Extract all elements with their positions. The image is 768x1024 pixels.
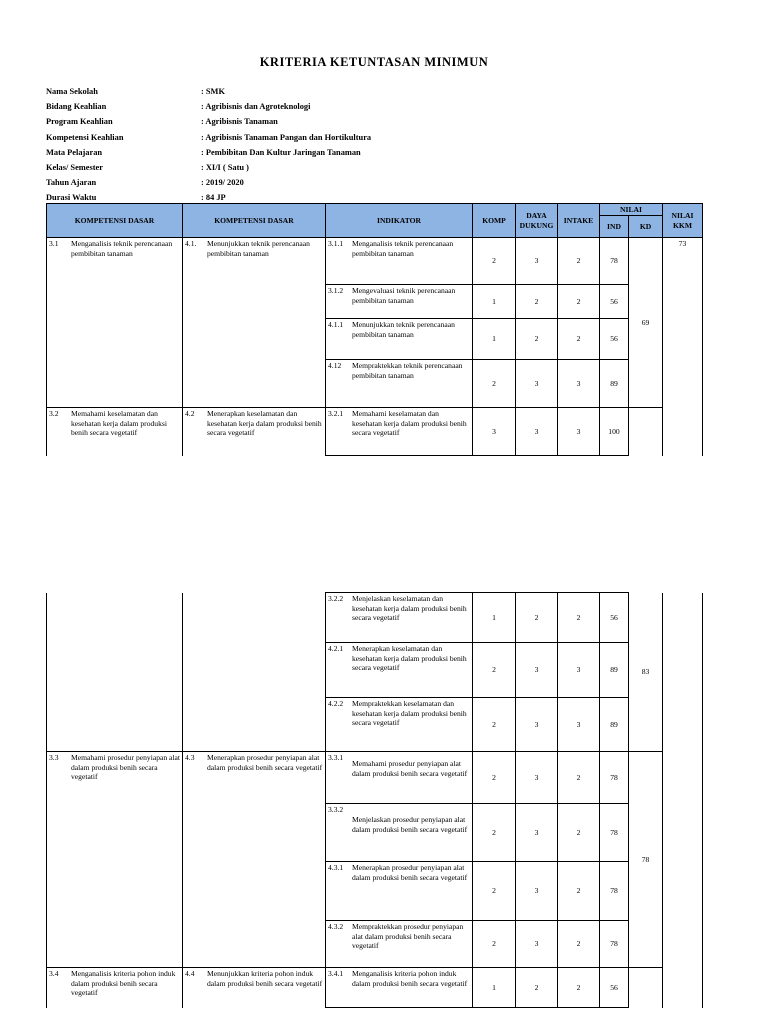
meta-value: : 2019/ 2020 bbox=[201, 178, 244, 188]
meta-value: : XI/I ( Satu ) bbox=[201, 163, 249, 173]
komp-cell: 1 bbox=[473, 968, 516, 1008]
intake-cell: 2 bbox=[558, 921, 600, 968]
intake-cell: 2 bbox=[558, 238, 600, 285]
indikator-text: Mengevaluasi teknik perencanaan pembibitan tanaman bbox=[352, 286, 456, 305]
kkm-value-cell bbox=[663, 593, 703, 1008]
kd3-cell bbox=[47, 408, 183, 456]
table-row bbox=[47, 968, 703, 1008]
kd3-text: Memahami keselamatan dan kesehatan kerja dalam produksi benih secara vegetatif bbox=[71, 409, 167, 437]
daya-cell: 3 bbox=[516, 360, 558, 408]
daya-cell: 3 bbox=[516, 238, 558, 285]
kd-value-cell: 69 bbox=[629, 238, 663, 408]
intake-cell: 2 bbox=[558, 804, 600, 862]
ind-cell: 78 bbox=[600, 921, 629, 968]
kd-value-cell: 83 bbox=[629, 593, 663, 752]
intake-cell: 2 bbox=[558, 968, 600, 1008]
kd-value-cell bbox=[629, 408, 663, 456]
kd4-cell bbox=[183, 238, 326, 408]
intake-cell: 2 bbox=[558, 752, 600, 804]
intake-cell: 3 bbox=[558, 643, 600, 698]
meta-label: Kompetensi Keahlian bbox=[46, 132, 124, 142]
indikator-text: Menerapkan prosedur penyiapan alat dalam produksi benih secara vegetatif bbox=[352, 863, 468, 882]
indikator-cell bbox=[326, 752, 473, 804]
indikator-cell bbox=[326, 921, 473, 968]
ind-cell: 89 bbox=[600, 698, 629, 752]
ind-cell: 56 bbox=[600, 968, 629, 1008]
kd4-cell bbox=[183, 408, 326, 456]
indikator-text: Memahami keselamatan dan kesehatan kerja dalam produksi benih secara vegetatif bbox=[352, 409, 467, 437]
indikator-text: Menjelaskan prosedur penyiapan alat dalam produksi benih secara vegetatif bbox=[352, 815, 468, 834]
daya-cell: 2 bbox=[516, 968, 558, 1008]
indikator-code: 4.1.1 bbox=[328, 320, 344, 329]
indikator-code: 3.2.2 bbox=[328, 594, 344, 603]
meta-label: Tahun Ajaran bbox=[46, 178, 97, 188]
intake-cell: 2 bbox=[558, 285, 600, 319]
indikator-code: 3.4.1 bbox=[328, 969, 344, 978]
kd4-cell bbox=[183, 968, 326, 1008]
intake-cell: 2 bbox=[558, 862, 600, 921]
meta-value: : 84 JP bbox=[201, 193, 226, 203]
indikator-text: Mempraktekkan teknik perencanaan pembibitan tanaman bbox=[352, 361, 463, 380]
header-nilai: NILAI bbox=[600, 204, 663, 216]
komp-cell: 3 bbox=[473, 408, 516, 456]
indikator-code: 3.3.1 bbox=[328, 753, 344, 762]
kd4-text: Menunjukkan teknik perencanaan pembibitan tanaman bbox=[207, 239, 310, 258]
indikator-cell bbox=[326, 593, 473, 643]
meta-value: : Agribisnis Tanaman bbox=[201, 117, 278, 127]
kd4-text: Menunjukkan kriteria pohon induk dalam produksi benih secara vegetatif bbox=[207, 969, 323, 988]
kkm-value-cell: 73 bbox=[663, 238, 703, 456]
meta-row bbox=[46, 145, 371, 160]
komp-cell: 2 bbox=[473, 238, 516, 285]
kd4-code: 4.2 bbox=[185, 409, 195, 418]
meta-row bbox=[46, 99, 371, 114]
indikator-text: Menganalisis kriteria pohon induk dalam produksi benih secara vegetatif bbox=[352, 969, 468, 988]
indikator-text: Mempraktekkan keselamatan dan kesehatan kerja dalam produksi benih secara vegetatif bbox=[352, 699, 467, 727]
header-intake: INTAKE bbox=[558, 204, 600, 238]
indikator-cell bbox=[326, 285, 473, 319]
ind-cell: 56 bbox=[600, 319, 629, 360]
intake-cell: 3 bbox=[558, 408, 600, 456]
indikator-cell bbox=[326, 698, 473, 752]
intake-cell: 3 bbox=[558, 698, 600, 752]
komp-cell: 2 bbox=[473, 921, 516, 968]
komp-cell: 1 bbox=[473, 319, 516, 360]
kd3-text: Memahami prosedur penyiapan alat dalam produksi benih secara vegetatif bbox=[71, 753, 181, 781]
meta-label: Mata Pelajaran bbox=[46, 147, 103, 157]
daya-cell: 2 bbox=[516, 593, 558, 643]
header-komp: KOMP bbox=[473, 204, 516, 238]
kd3-cell bbox=[47, 752, 183, 968]
kkm-table-page-1 bbox=[46, 203, 703, 456]
meta-row bbox=[46, 84, 371, 99]
intake-cell: 3 bbox=[558, 360, 600, 408]
kkm-table-page-2 bbox=[46, 592, 703, 1008]
daya-cell: 3 bbox=[516, 862, 558, 921]
indikator-text: Menerapkan keselamatan dan kesehatan kerja dalam produksi benih secara vegetatif bbox=[352, 644, 467, 672]
meta-row bbox=[46, 114, 371, 129]
ind-cell: 56 bbox=[600, 285, 629, 319]
ind-cell: 78 bbox=[600, 238, 629, 285]
kd3-code: 3.1 bbox=[49, 239, 59, 248]
ind-cell: 89 bbox=[600, 360, 629, 408]
kd4-text: Menerapkan prosedur penyiapan alat dalam produksi benih secara vegetatif bbox=[207, 753, 323, 772]
kd4-cell bbox=[183, 752, 326, 968]
ind-cell: 78 bbox=[600, 804, 629, 862]
indikator-code: 3.1.1 bbox=[328, 239, 344, 248]
meta-row bbox=[46, 175, 371, 190]
indikator-text: Menunjukkan teknik perencanaan pembibitan tanaman bbox=[352, 320, 455, 339]
meta-row bbox=[46, 160, 371, 175]
indikator-code: 3.1.2 bbox=[328, 286, 344, 295]
indikator-code: 4.2.1 bbox=[328, 644, 344, 653]
ind-cell: 56 bbox=[600, 593, 629, 643]
table-row bbox=[47, 238, 703, 285]
daya-cell: 2 bbox=[516, 285, 558, 319]
table-row bbox=[47, 593, 703, 643]
indikator-cell bbox=[326, 862, 473, 921]
intake-cell: 2 bbox=[558, 319, 600, 360]
indikator-cell bbox=[326, 643, 473, 698]
kd3-cell bbox=[47, 238, 183, 408]
indikator-cell bbox=[326, 238, 473, 285]
indikator-cell bbox=[326, 319, 473, 360]
komp-cell: 1 bbox=[473, 285, 516, 319]
komp-cell: 2 bbox=[473, 752, 516, 804]
ind-cell: 78 bbox=[600, 752, 629, 804]
indikator-code: 4.2.2 bbox=[328, 699, 344, 708]
kd3-text: Menganalisis teknik perencanaan pembibitan tanaman bbox=[71, 239, 173, 258]
daya-cell: 3 bbox=[516, 921, 558, 968]
daya-cell: 3 bbox=[516, 804, 558, 862]
table-row bbox=[47, 408, 703, 456]
header-nilai-kkm: NILAI KKM bbox=[663, 204, 703, 238]
kd-value-cell: 78 bbox=[629, 752, 663, 968]
header-kd: KD bbox=[629, 216, 663, 238]
indikator-code: 4.3.2 bbox=[328, 922, 344, 931]
daya-cell: 3 bbox=[516, 698, 558, 752]
indikator-text: Menjelaskan keselamatan dan kesehatan kerja dalam produksi benih secara vegetatif bbox=[352, 594, 467, 622]
komp-cell: 2 bbox=[473, 862, 516, 921]
indikator-cell bbox=[326, 804, 473, 862]
meta-label: Nama Sekolah bbox=[46, 87, 98, 96]
ind-cell: 78 bbox=[600, 862, 629, 921]
komp-cell: 2 bbox=[473, 643, 516, 698]
kd4-text: Menerapkan keselamatan dan kesehatan kerja dalam produksi benih secara vegetatif bbox=[207, 409, 322, 437]
indikator-text: Menganalisis teknik perencanaan pembibitan tanaman bbox=[352, 239, 454, 258]
header-kompetensi-dasar-4: KOMPETENSI DASAR bbox=[183, 204, 326, 238]
daya-cell: 3 bbox=[516, 408, 558, 456]
indikator-code: 3.2.1 bbox=[328, 409, 344, 418]
indikator-cell bbox=[326, 968, 473, 1008]
daya-cell: 2 bbox=[516, 319, 558, 360]
header-daya-dukung: DAYA DUKUNG bbox=[516, 204, 558, 238]
document-meta bbox=[46, 84, 371, 206]
kd3-cell bbox=[47, 593, 183, 752]
table-row bbox=[47, 752, 703, 804]
indikator-cell bbox=[326, 408, 473, 456]
meta-value: : Pembibitan Dan Kultur Jaringan Tanaman bbox=[201, 147, 361, 157]
indikator-code: 4.3.1 bbox=[328, 863, 344, 872]
header-indikator: INDIKATOR bbox=[326, 204, 473, 238]
kd3-code: 3.4 bbox=[49, 969, 59, 978]
ind-cell: 89 bbox=[600, 643, 629, 698]
ind-cell: 100 bbox=[600, 408, 629, 456]
meta-value: : Agribisnis Tanaman Pangan dan Hortikultura bbox=[201, 132, 372, 142]
meta-value: : SMK bbox=[201, 87, 225, 96]
header-ind: IND bbox=[600, 216, 629, 238]
komp-cell: 2 bbox=[473, 360, 516, 408]
daya-cell: 3 bbox=[516, 752, 558, 804]
komp-cell: 2 bbox=[473, 804, 516, 862]
indikator-cell bbox=[326, 360, 473, 408]
meta-label: Program Keahlian bbox=[46, 117, 113, 127]
kd3-text: Menganalisis kriteria pohon induk dalam produksi benih secara vegetatif bbox=[71, 969, 176, 997]
kd3-code: 3.3 bbox=[49, 753, 59, 762]
kd3-cell bbox=[47, 968, 183, 1008]
meta-value: : Agribisnis dan Agroteknologi bbox=[201, 102, 311, 112]
meta-label: Durasi Waktu bbox=[46, 193, 97, 203]
daya-cell: 3 bbox=[516, 643, 558, 698]
kd3-code: 3.2 bbox=[49, 409, 59, 418]
meta-label: Kelas/ Semester bbox=[46, 163, 103, 173]
kd4-code: 4.1. bbox=[185, 239, 197, 248]
komp-cell: 1 bbox=[473, 593, 516, 643]
komp-cell: 2 bbox=[473, 698, 516, 752]
indikator-code: 3.3.2 bbox=[328, 805, 344, 814]
kd-value-cell bbox=[629, 968, 663, 1008]
meta-row bbox=[46, 130, 371, 145]
document-title: KRITERIA KETUNTASAN MINIMUN bbox=[259, 55, 489, 69]
header-kompetensi-dasar-3: KOMPETENSI DASAR bbox=[47, 204, 183, 238]
kd4-code: 4.4 bbox=[185, 969, 195, 978]
intake-cell: 2 bbox=[558, 593, 600, 643]
indikator-code: 4.12 bbox=[328, 361, 342, 370]
meta-label: Bidang Keahlian bbox=[46, 102, 107, 112]
kd4-cell bbox=[183, 593, 326, 752]
indikator-text: Mempraktekkan prosedur penyiapan alat dalam produksi benih secara vegetatif bbox=[352, 922, 464, 950]
indikator-text: Memahami prosedur penyiapan alat dalam produksi benih secara vegetatif bbox=[352, 759, 468, 778]
kd4-code: 4.3 bbox=[185, 753, 195, 762]
